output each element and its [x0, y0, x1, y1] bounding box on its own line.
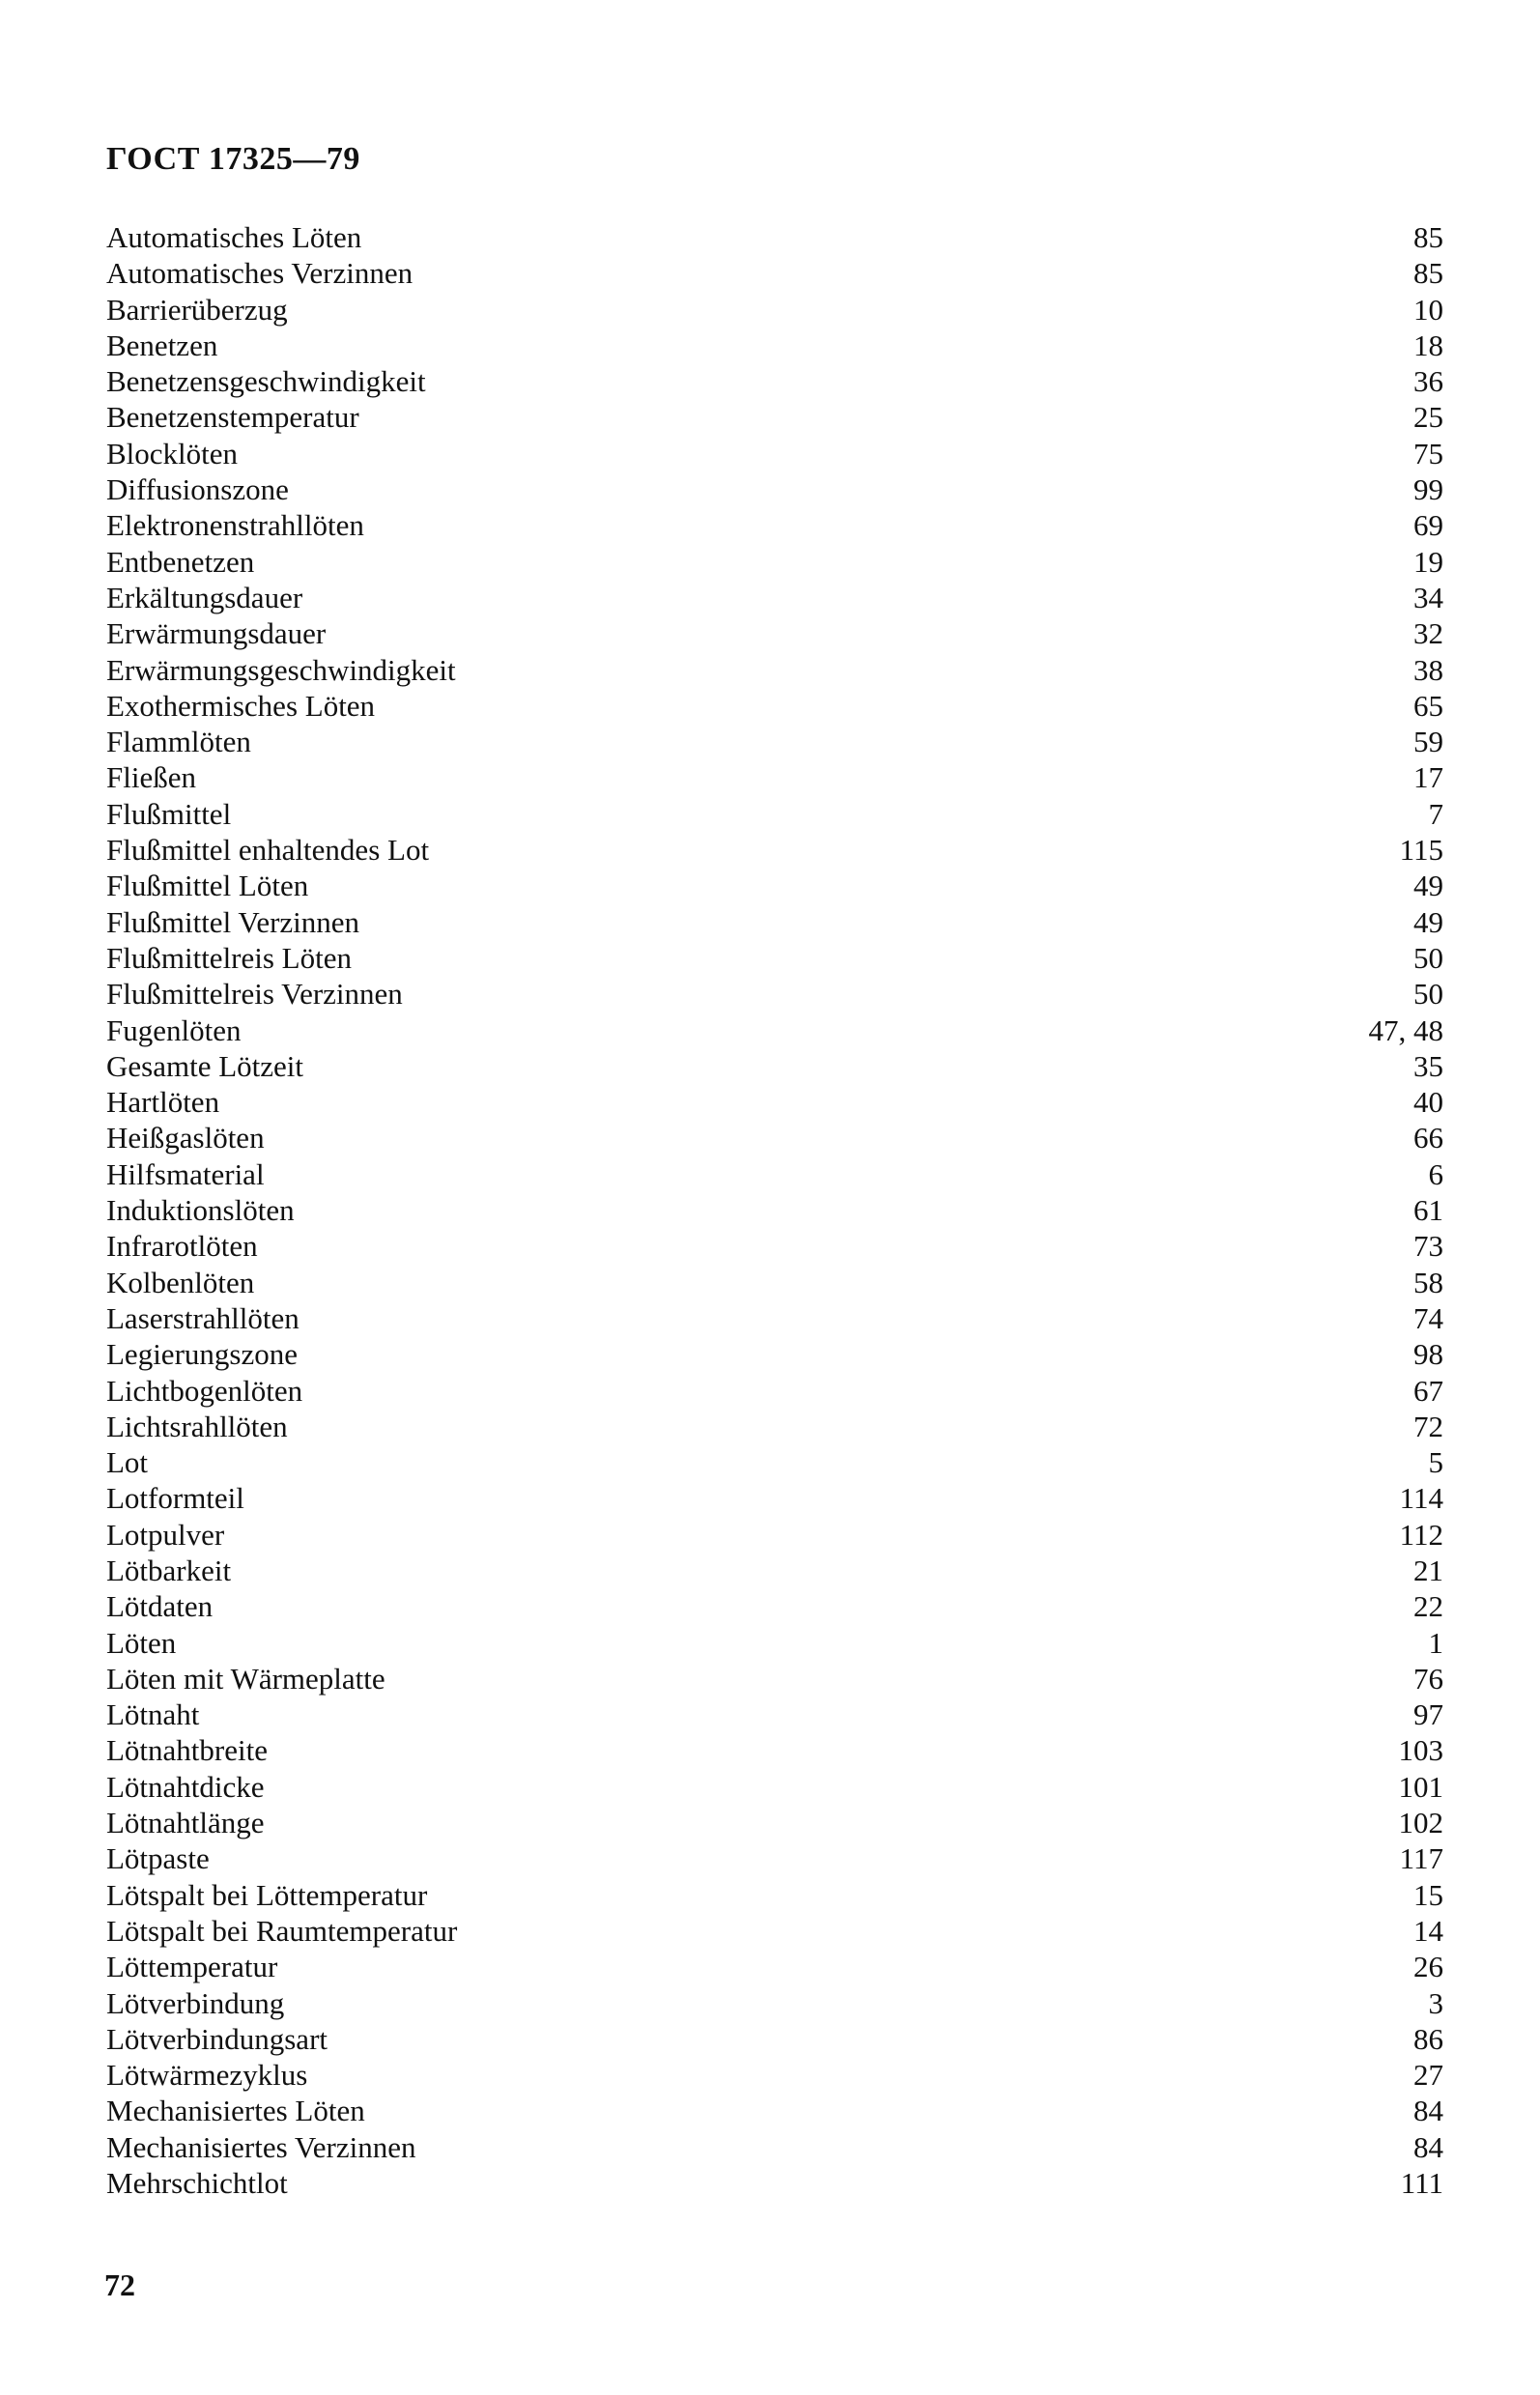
index-row [106, 544, 1443, 580]
index-row [106, 796, 1443, 832]
index-row [106, 1336, 1443, 1372]
index-term: Fugenlöten [106, 1012, 242, 1047]
index-term-number: 34 [1413, 580, 1443, 614]
index-row [106, 724, 1443, 759]
index-term: Entbenetzen [106, 544, 255, 579]
index-term-number: 97 [1413, 1697, 1443, 1732]
index-row [106, 832, 1443, 868]
index-term: Lötwärmezyklus [106, 2058, 308, 2093]
index-term: Erkältungsdauer [106, 580, 303, 614]
index-row [106, 1913, 1443, 1949]
index-term-number: 76 [1413, 1661, 1443, 1696]
index-term-number: 102 [1398, 1806, 1443, 1840]
index-row [106, 1192, 1443, 1228]
index-row [106, 2093, 1443, 2128]
page-number: 72 [104, 2267, 135, 2302]
index-term-number: 18 [1413, 328, 1443, 362]
index-row [106, 1012, 1443, 1048]
index-term: Lötverbindungsart [106, 2021, 328, 2056]
index-term-number: 115 [1399, 833, 1443, 868]
index-term-number: 25 [1413, 400, 1443, 435]
index-row [106, 1120, 1443, 1155]
index-row [106, 1048, 1443, 1084]
index-term-number: 85 [1413, 256, 1443, 291]
index-term: Benetzensgeschwindigkeit [106, 364, 426, 399]
index-term-number: 61 [1413, 1193, 1443, 1228]
index-term-number: 85 [1413, 220, 1443, 254]
index-term-number: 103 [1398, 1733, 1443, 1768]
index-term-number: 27 [1413, 2058, 1443, 2093]
index-row [106, 904, 1443, 940]
index-term: Barrierüberzug [106, 292, 288, 327]
index-term-number: 49 [1413, 869, 1443, 903]
index-term-number: 66 [1413, 1121, 1443, 1155]
index-term-number: 40 [1413, 1085, 1443, 1120]
index-term: Laserstrahllöten [106, 1300, 299, 1335]
index-row [106, 1877, 1443, 1913]
index-term-number: 7 [1428, 796, 1443, 831]
index-row [106, 1805, 1443, 1840]
index-term: Flammlöten [106, 725, 251, 759]
index-term: Lot [106, 1445, 149, 1480]
index-term: Exothermisches Löten [106, 688, 376, 723]
index-row [106, 2129, 1443, 2165]
index-row [106, 1769, 1443, 1805]
index-term: Flußmittel enhaltendes Lot [106, 833, 430, 868]
index-term: Flußmittel Verzinnen [106, 904, 360, 939]
index-term-number: 6 [1428, 1156, 1443, 1191]
index-term-number: 10 [1413, 292, 1443, 327]
index-row [106, 255, 1443, 291]
index-row [106, 507, 1443, 543]
index-term: Löttemperatur [106, 1950, 278, 1984]
index-term: Mechanisiertes Verzinnen [106, 2129, 416, 2164]
index-term: Diffusionszone [106, 472, 289, 507]
index-term-number: 58 [1413, 1265, 1443, 1299]
index-row [106, 1625, 1443, 1661]
index-term-number: 72 [1413, 1409, 1443, 1443]
index-term-number: 50 [1413, 977, 1443, 1012]
index-term: Kolbenlöten [106, 1265, 255, 1299]
index-term-number: 22 [1413, 1589, 1443, 1624]
index-row [106, 1553, 1443, 1588]
index-term-number: 15 [1413, 1877, 1443, 1912]
index-term-number: 74 [1413, 1300, 1443, 1335]
index-row [106, 1444, 1443, 1480]
index-row [106, 688, 1443, 724]
index-row [106, 1696, 1443, 1732]
index-term: Mehrschichtlot [106, 2166, 288, 2201]
index-term-number: 112 [1399, 1517, 1443, 1552]
index-term: Hartlöten [106, 1085, 220, 1120]
index-term-number: 84 [1413, 2094, 1443, 2128]
index-term-number: 17 [1413, 760, 1443, 795]
index-term: Flußmittel Löten [106, 869, 309, 903]
index-term-number: 111 [1400, 2166, 1443, 2201]
index-row [106, 1480, 1443, 1516]
index-row [106, 219, 1443, 255]
index-term-number: 67 [1413, 1373, 1443, 1408]
index-term-number: 19 [1413, 544, 1443, 579]
index-term: Lötdaten [106, 1589, 214, 1624]
index-term: Lötspalt bei Raumtemperatur [106, 1913, 458, 1948]
index-row [106, 1409, 1443, 1444]
index-term: Lotpulver [106, 1517, 225, 1552]
index-term-number: 35 [1413, 1048, 1443, 1083]
index-term: Mechanisiertes Löten [106, 2094, 365, 2128]
index-term-number: 14 [1413, 1913, 1443, 1948]
index-row [106, 1156, 1443, 1192]
index-term: Fließen [106, 760, 196, 795]
index-row [106, 868, 1443, 903]
index-term: Lötspalt bei Löttemperatur [106, 1877, 428, 1912]
index-term: Lötpaste [106, 1841, 210, 1876]
index-term: Löten mit Wärmeplatte [106, 1661, 385, 1696]
index-term: Benetzenstemperatur [106, 400, 359, 435]
index-term-number: 32 [1413, 616, 1443, 651]
index-term: Automatisches Verzinnen [106, 256, 414, 291]
index-term-number: 101 [1398, 1769, 1443, 1804]
index-term-number: 75 [1413, 436, 1443, 470]
index-row [106, 1588, 1443, 1624]
document-header: ГОСТ 17325—79 [106, 141, 360, 177]
index-term-number: 98 [1413, 1337, 1443, 1372]
index-row [106, 1949, 1443, 1984]
index-term: Lichtbogenlöten [106, 1373, 303, 1408]
index-term: Flußmittelreis Verzinnen [106, 977, 403, 1012]
index-term-number: 49 [1413, 904, 1443, 939]
index-row [106, 471, 1443, 507]
index-row [106, 652, 1443, 688]
index-row [106, 759, 1443, 795]
index-term: Automatisches Löten [106, 220, 362, 254]
index-row [106, 2165, 1443, 2201]
index-term: Lötnahtdicke [106, 1769, 265, 1804]
index-term-number: 73 [1413, 1229, 1443, 1264]
index-term-number: 38 [1413, 652, 1443, 687]
index-term-number: 69 [1413, 508, 1443, 543]
index-term-number: 47, 48 [1368, 1012, 1443, 1047]
index-row [106, 615, 1443, 651]
index-term: Benetzen [106, 328, 218, 362]
index-term: Flußmittel [106, 796, 232, 831]
index-row [106, 399, 1443, 435]
index-row [106, 292, 1443, 328]
index-term: Induktionslöten [106, 1193, 295, 1228]
index-row [106, 436, 1443, 471]
index-term: Lötnaht [106, 1697, 200, 1732]
index-row [106, 1517, 1443, 1553]
index-term-number: 3 [1428, 1985, 1443, 2020]
index-row [106, 1373, 1443, 1409]
index-term-number: 84 [1413, 2129, 1443, 2164]
index-term: Heißgaslöten [106, 1121, 265, 1155]
term-index-list [106, 219, 1443, 2201]
index-term-number: 65 [1413, 688, 1443, 723]
index-row [106, 328, 1443, 363]
index-term: Flußmittelreis Löten [106, 940, 352, 975]
index-term: Lötnahtbreite [106, 1733, 268, 1768]
index-row [106, 580, 1443, 615]
index-row [106, 2057, 1443, 2093]
index-term: Hilfsmaterial [106, 1156, 265, 1191]
index-term-number: 117 [1399, 1841, 1443, 1876]
index-term-number: 99 [1413, 472, 1443, 507]
index-term-number: 36 [1413, 364, 1443, 399]
index-term-number: 114 [1399, 1481, 1443, 1516]
index-row [106, 1661, 1443, 1696]
index-row [106, 940, 1443, 976]
index-term: Lötbarkeit [106, 1553, 232, 1587]
index-term: Infrarotlöten [106, 1229, 258, 1264]
index-term-number: 1 [1428, 1625, 1443, 1660]
index-term: Erwärmungsdauer [106, 616, 327, 651]
index-row [106, 363, 1443, 399]
index-term-number: 26 [1413, 1950, 1443, 1984]
index-term: Löten [106, 1625, 177, 1660]
index-row [106, 1840, 1443, 1876]
index-term-number: 86 [1413, 2021, 1443, 2056]
index-term-number: 50 [1413, 940, 1443, 975]
index-term-number: 5 [1428, 1445, 1443, 1480]
index-row [106, 1084, 1443, 1120]
index-row [106, 1985, 1443, 2021]
index-term-number: 21 [1413, 1553, 1443, 1587]
index-row [106, 2021, 1443, 2057]
index-term: Elektronenstrahllöten [106, 508, 364, 543]
index-term: Erwärmungsgeschwindigkeit [106, 652, 456, 687]
index-term: Lichtsrahllöten [106, 1409, 288, 1443]
index-row [106, 1228, 1443, 1264]
index-term-number: 59 [1413, 725, 1443, 759]
index-row [106, 1265, 1443, 1300]
index-term: Lotformteil [106, 1481, 244, 1516]
index-row [106, 1300, 1443, 1336]
index-row [106, 976, 1443, 1012]
index-term: Lötnahtlänge [106, 1806, 265, 1840]
index-term: Blocklöten [106, 436, 239, 470]
index-term: Legierungszone [106, 1337, 298, 1372]
index-row [106, 1732, 1443, 1768]
index-term: Lötverbindung [106, 1985, 285, 2020]
index-term: Gesamte Lötzeit [106, 1048, 303, 1083]
